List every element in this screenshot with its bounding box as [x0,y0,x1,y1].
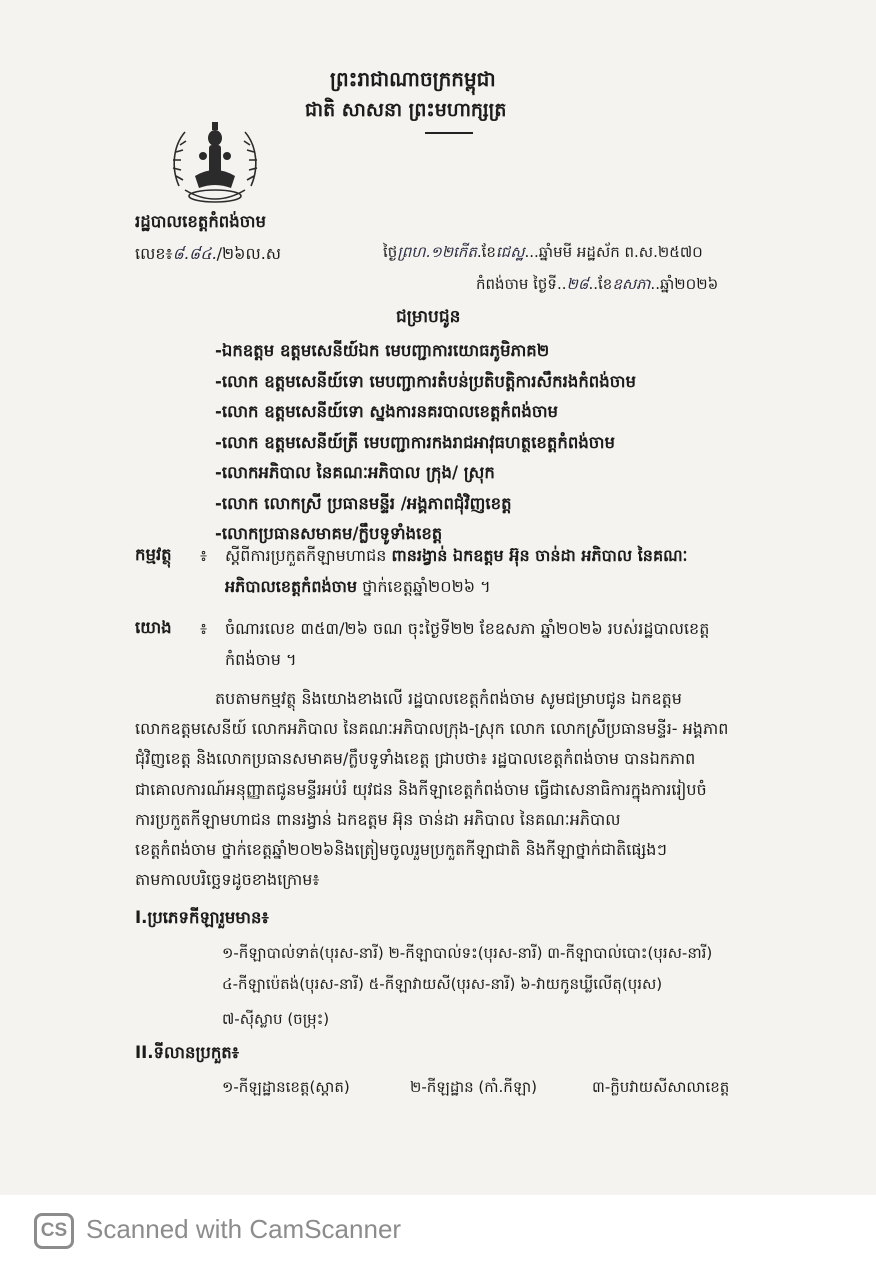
kingdom-title: ព្រះរាជាណាចក្រកម្ពុជា [330,67,496,91]
body-line: ជុំវិញខេត្ត និងលោកប្រធានសមាគម/ក្លឹបទូទាំងខេត្ត ជ្រាបថា៖ រដ្ឋបាលខេត្តកំពង់ចាម បានឯកភាព [135,749,696,769]
camscanner-logo-icon: CS [34,1213,74,1249]
solar-month-handwritten: ឧសភា [612,275,651,293]
body-line: តាមកាលបរិច្ឆេទដូចខាងក្រោម៖ [135,870,320,890]
venue-item-3: ៣-ក្លិបវាយសីសាលាខេត្ត [592,1078,730,1096]
recipient-item: -ឯកឧត្តម ឧត្តមសេនីយ៍ឯក មេបញ្ជាការយោធភូមិភាគ២ [215,341,550,360]
sports-row-1: ១-កីឡាបាល់ទាត់(បុរស-នារី) ២-កីឡាបាល់ទះ(បុរស-នារី) ៣-កីឡាបាល់បោះ(បុរស-នារី) [222,944,713,962]
lunar-day-handwritten: ព្រហ.១២កើត [397,243,477,261]
venue-item-1: ១-កីឡដ្ឋានខេត្ត(ស្តាត) [222,1078,350,1096]
subject-label: កម្មវត្ថុ [135,545,172,564]
lunar-month-handwritten: ជេស្ឋ [495,243,525,261]
body-line: ការប្រកួតកីឡាមហាជន ពានរង្វាន់ ឯកឧត្តម អ៊ុន ចាន់ដា អភិបាល នៃគណៈអភិបាល [135,809,621,829]
body-line: ជាគោលការណ៍អនុញ្ញាតជូនមន្ទីរអប់រំ យុវជន និងកីឡាខេត្តកំពង់ចាម ធ្វើជាសេនាធិការក្នុងការរៀបចំ [135,779,707,799]
lunar-date: ថ្ងៃព្រហ.១២កើត.ខែជេស្ឋ...ឆ្នាំមមី អដ្ឋស័ក ព.ស.២៥៧០ [383,243,703,261]
ref-number-handwritten: ៨.៨៤. [172,244,217,263]
national-motto: ជាតិ សាសនា ព្រះមហាក្សត្រ [305,99,507,121]
sports-row-3: ៧-ស៊ីស្លាប (ចម្រុះ) [222,1010,330,1028]
issuer-name: រដ្ឋបាលខេត្តកំពង់ចាម [135,212,266,231]
document-title: ជម្រាបជូន [396,307,461,327]
ref-label: លេខ៖ [135,244,173,263]
reference-label: យោង [135,618,172,637]
reference-line-1: ចំណារលេខ ៣៥៣/២៦ ចណ ចុះថ្ងៃទី២២ ខែឧសភា ឆ្នាំ២០២៦ របស់រដ្ឋបាលខេត្ត [225,619,710,638]
reference-line-2: កំពង់ចាម ។ [225,650,297,669]
recipient-item: -លោកអភិបាល នៃគណៈអភិបាល ក្រុង/ ស្រុក [215,463,495,482]
subject-line-2: អភិបាលខេត្តកំពង់ចាម ថ្នាក់ខេត្តឆ្នាំ២០២៦ ។ [225,577,491,596]
provincial-emblem-icon [165,116,265,212]
ref-suffix: /២៦ល.ស [216,244,282,263]
solar-day-handwritten: ២៨ [566,275,589,293]
recipient-item: -លោក ឧត្តមសេនីយ៍ទោ មេបញ្ជាការតំបន់ប្រតិបត្តិការសឹករងកំពង់ចាម [215,371,636,391]
solar-date: កំពង់ចាម ថ្ងៃទី..២៨..ខែឧសភា..ឆ្នាំ២០២៦ [476,275,719,293]
recipient-list [215,336,636,550]
body-line: តបតាមកម្មវត្ថុ និងយោងខាងលើ រដ្ឋបាលខេត្តកំពង់ចាម សូមជម្រាបជូន ឯកឧត្តម [215,689,682,708]
camscanner-watermark: Scanned with CamScanner [86,1214,402,1244]
subject-line-1: ស្តីពីការប្រកួតកីឡាមហាជន ពានរង្វាន់ ឯកឧត្តម អ៊ុន ចាន់ដា អភិបាល នៃគណៈ [225,546,688,565]
reference-number [135,243,281,267]
reference-colon: ៖ [200,619,208,638]
sports-row-2: ៤-កីឡាប៉េតង់(បុរស-នារី) ៥-កីឡាវាយសី(បុរស-នារី) ៦-វាយកូនឃ្លីលើតុ(បុរស) [222,975,663,993]
venue-item-2: ២-កីឡដ្ឋាន (កាំ.កីឡា) [410,1078,537,1096]
body-line: លោកឧត្តមសេនីយ៍ លោកអភិបាល នៃគណៈអភិបាលក្រុង-ស្រុក លោក លោកស្រីប្រធានមន្ទីរ- អង្គភាព [135,719,729,739]
body-paragraph [135,684,775,895]
recipient-item: -លោក ឧត្តមសេនីយ៍ទោ ស្នងការនគរបាលខេត្តកំពង់ចាម [215,402,559,421]
recipient-item: -លោក លោកស្រី ប្រធានមន្ទីរ /អង្គភាពជុំវិញខេត្ត [215,493,512,513]
body-line: ខេត្តកំពង់ចាម ថ្នាក់ខេត្តឆ្នាំ២០២៦និងត្រៀមចូលរួមប្រកួតកីឡាជាតិ និងកីឡាថ្នាក់ជាតិផ្សេងៗ [135,840,667,860]
recipient-item: -លោកប្រធានសមាគម/ក្លឹបទូទាំងខេត្ត [215,524,443,543]
header-divider [425,132,473,134]
section-2-heading: II.ទីលានប្រកួត៖ [135,1043,240,1062]
recipient-item: -លោក ឧត្តមសេនីយ៍ត្រី មេបញ្ជាការកងរាជអាវុធហត្ថខេត្តកំពង់ចាម [215,432,615,452]
section-1-heading: I.ប្រភេទកីឡារួមមាន៖ [135,908,269,927]
subject-colon: ៖ [200,546,208,565]
